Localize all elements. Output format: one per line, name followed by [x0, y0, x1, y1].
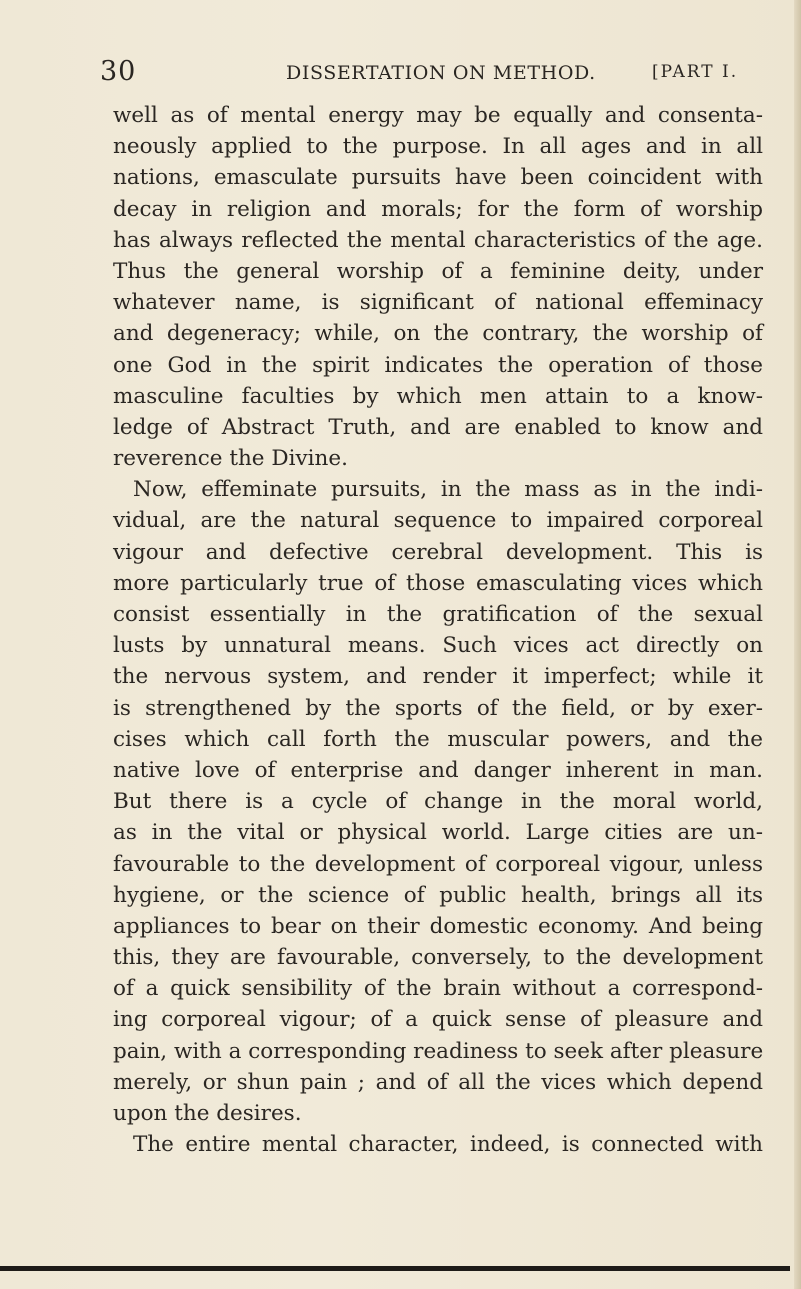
text-line: vidual, are the natural sequence to impaired corporeal	[113, 508, 763, 534]
text-line: the nervous system, and render it imperfect; while it	[113, 664, 763, 690]
text-line: cises which call forth the muscular powers, and the	[113, 726, 763, 752]
text-line: native love of enterprise and danger inherent in man.	[113, 757, 763, 783]
text-line: whatever name, is significant of national effeminacy	[113, 290, 763, 316]
text-line: masculine faculties by which men attain to a know-	[113, 383, 763, 409]
text-line: well as of mental energy may be equally and consenta-	[113, 103, 763, 128]
text-line: neously applied to the purpose. In all ages and in all	[113, 134, 763, 160]
text-line: ledge of Abstract Truth, and are enabled to know and	[113, 414, 763, 440]
body-text	[113, 100, 763, 1160]
page-number: 30	[100, 56, 137, 87]
text-line: more particularly true of those emasculating vices which	[113, 570, 763, 596]
text-line: decay in religion and morals; for the form of worship	[113, 196, 763, 222]
page-edge-shadow	[794, 0, 801, 1289]
text-line: But there is a cycle of change in the moral world,	[113, 789, 763, 815]
text-line: Thus the general worship of a feminine deity, under	[113, 258, 763, 284]
text-line: merely, or shun pain ; and of all the vices which depend	[113, 1069, 763, 1095]
part-label: [PART I.	[652, 62, 739, 82]
text-line: upon the desires.	[113, 1101, 302, 1126]
text-line: lusts by unnatural means. Such vices act directly on	[113, 633, 763, 659]
text-line: ing corporeal vigour; of a quick sense of pleasure and	[113, 1007, 763, 1033]
text-line: has always reflected the mental characteristics of the age.	[113, 227, 763, 253]
running-header	[100, 56, 760, 96]
text-line: one God in the spirit indicates the operation of those	[113, 352, 763, 378]
text-line: and degeneracy; while, on the contrary, the worship of	[113, 321, 763, 347]
text-line: vigour and defective cerebral development. This is	[113, 539, 763, 565]
text-line: is strengthened by the sports of the field, or by exer-	[113, 695, 763, 721]
text-line: favourable to the development of corporeal vigour, unless	[113, 851, 763, 877]
text-line: pain, with a corresponding readiness to seek after pleasure	[113, 1038, 764, 1064]
text-line: this, they are favourable, conversely, to the development	[113, 945, 763, 971]
text-line: appliances to bear on their domestic economy. And being	[113, 913, 763, 939]
text-line: reverence the Divine.	[113, 446, 348, 472]
text-line: of a quick sensibility of the brain without a correspond-	[113, 976, 763, 1002]
running-title: DISSERTATION ON METHOD.	[286, 62, 596, 84]
text-line: The entire mental character, indeed, is connected with	[133, 1132, 763, 1158]
text-line: as in the vital or physical world. Large cities are un-	[113, 820, 763, 846]
text-line: Now, effeminate pursuits, in the mass as in the indi-	[133, 477, 763, 503]
text-line: consist essentially in the gratification of the sexual	[113, 602, 763, 627]
bottom-rule	[0, 1266, 790, 1271]
text-line: nations, emasculate pursuits have been coincident with	[113, 165, 763, 191]
text-line: hygiene, or the science of public health, brings all its	[113, 882, 763, 908]
